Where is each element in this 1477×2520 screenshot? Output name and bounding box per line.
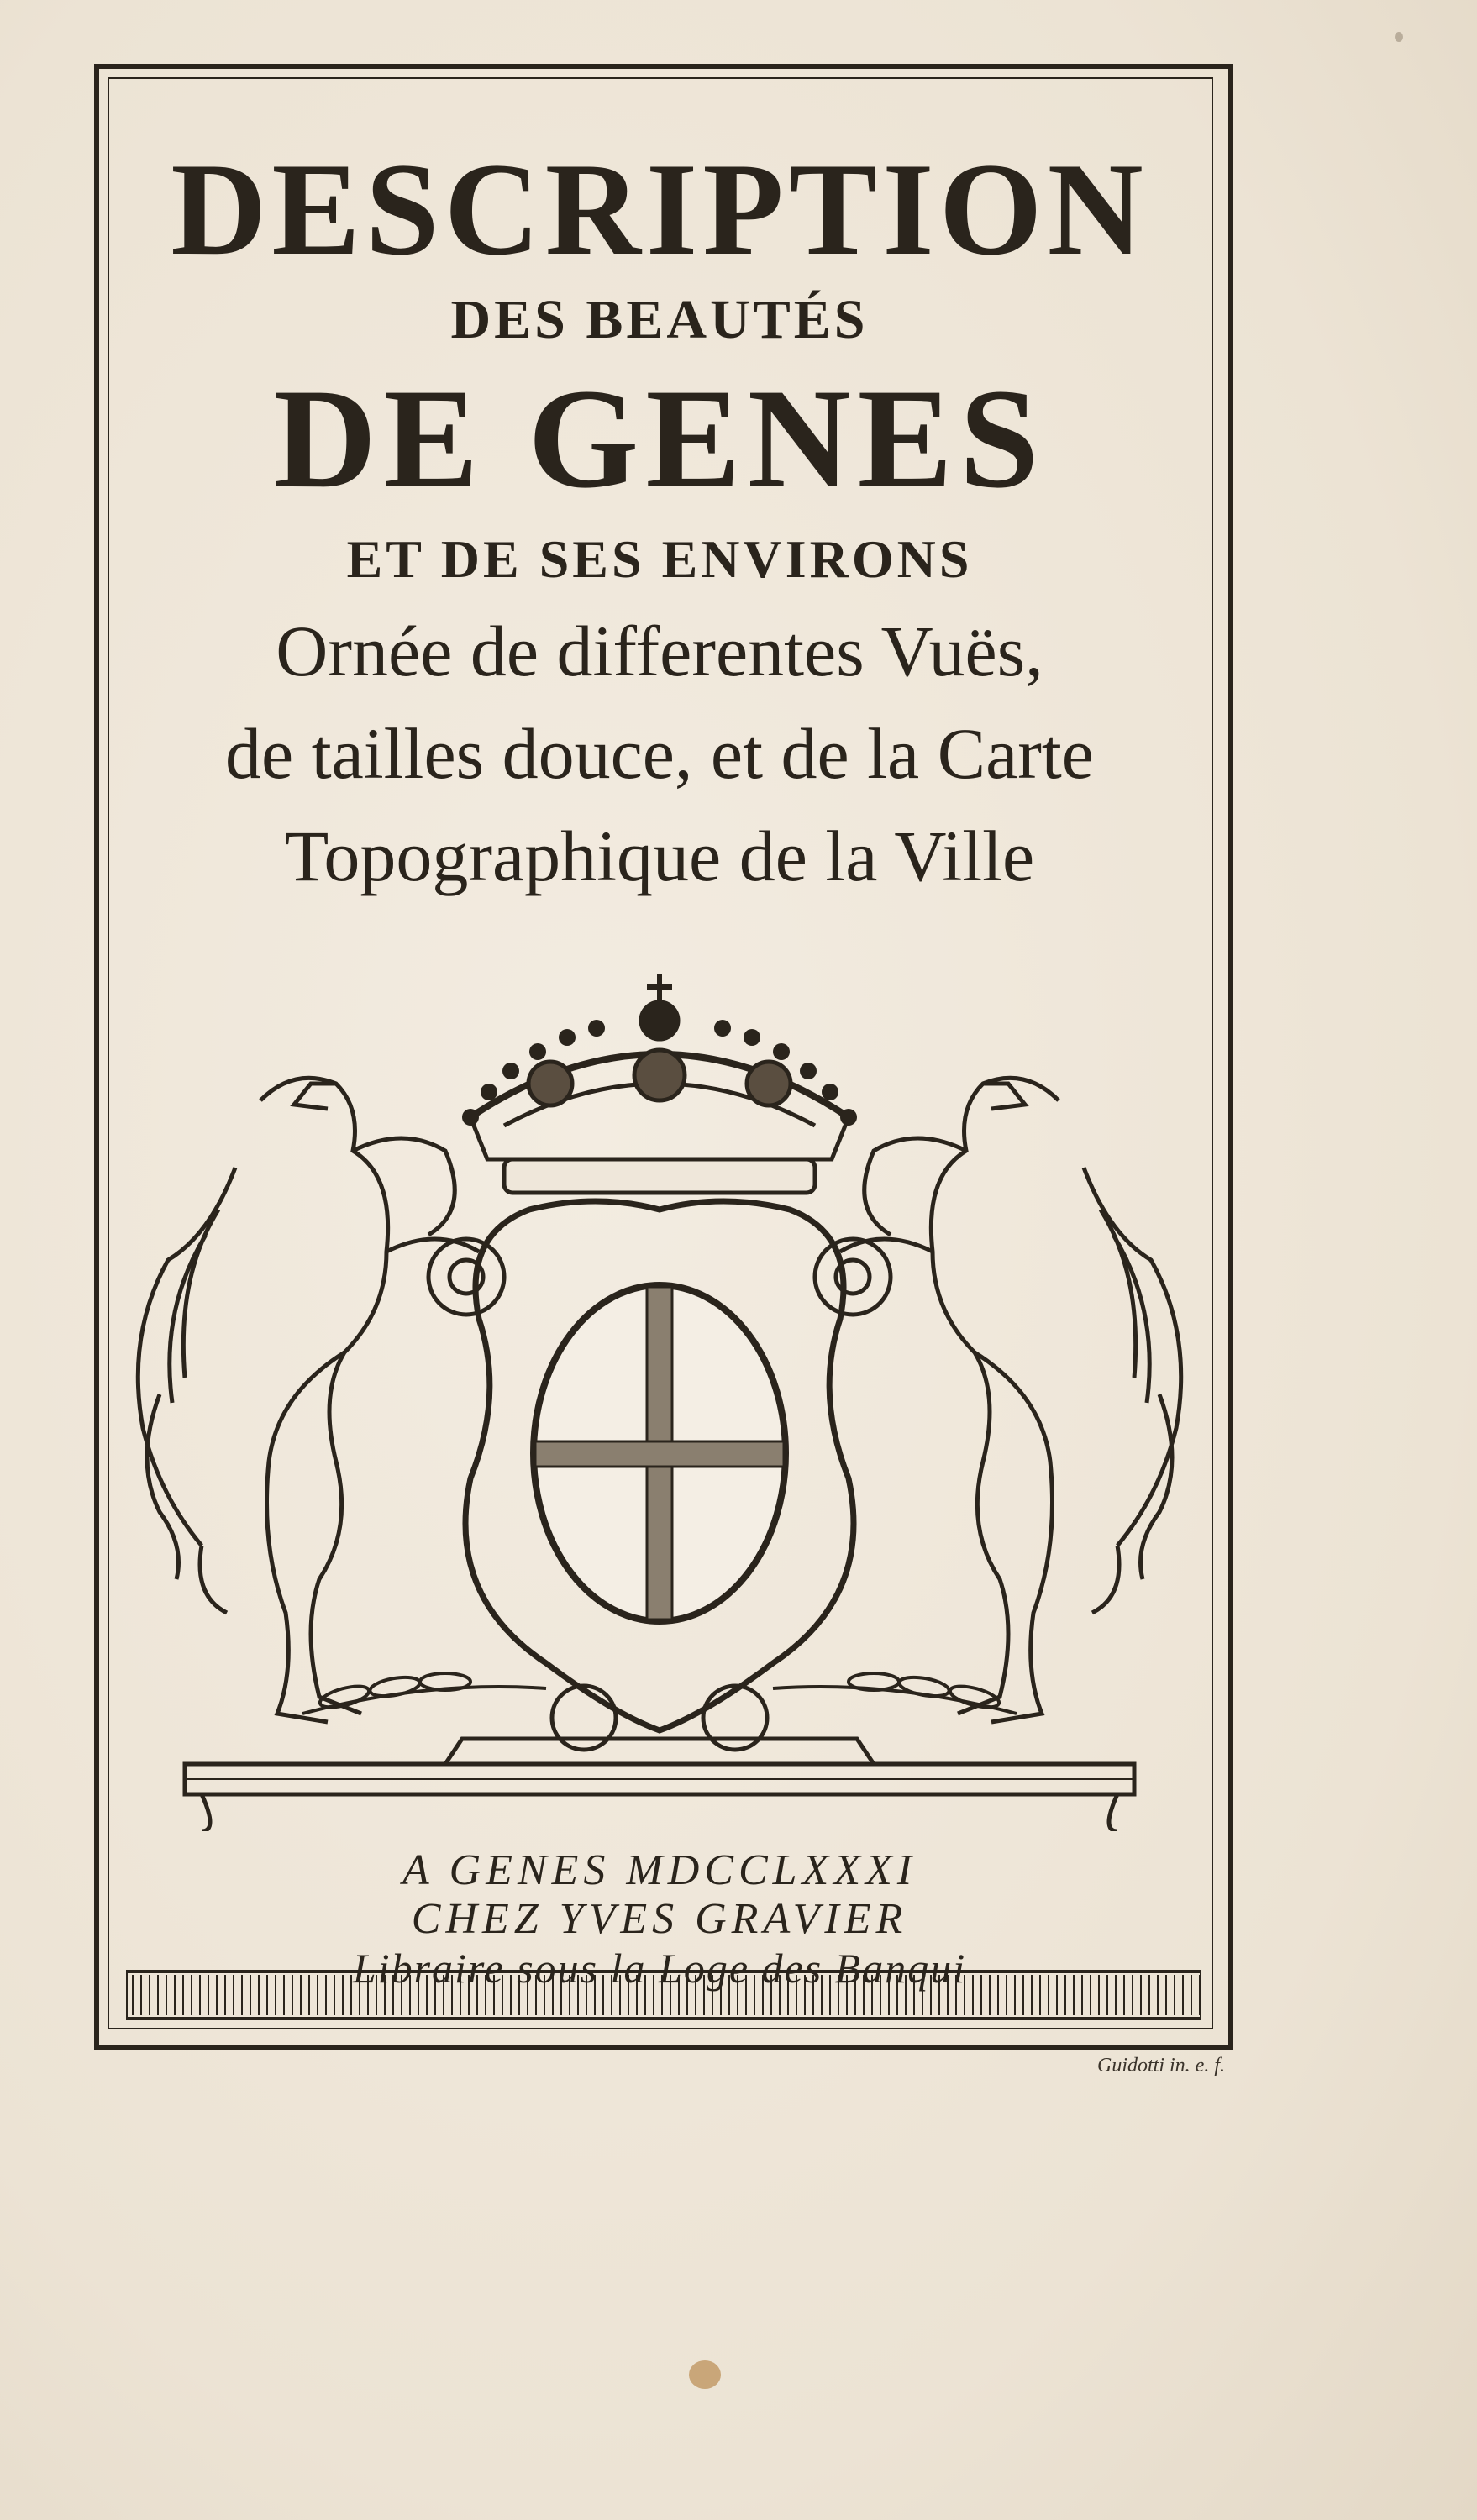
subtitle-line-2: de tailles douce, et de la Carte <box>225 713 1094 794</box>
title-line-4: ET DE SES ENVIRONS <box>346 529 973 589</box>
plinth-base <box>126 1970 1201 2020</box>
subtitle-line-3: Topographique de la Ville <box>284 816 1035 896</box>
left-griffin <box>138 1078 479 1722</box>
imprint-address: Libraire sous la Loge des Banqui <box>352 1945 967 1992</box>
title-block <box>118 136 1201 907</box>
right-griffin <box>840 1078 1181 1722</box>
imprint-publisher: CHEZ YVES GRAVIER <box>411 1895 908 1943</box>
paper-stain <box>1395 32 1403 42</box>
laurel-branches <box>302 1673 1017 1714</box>
crown-icon <box>462 974 857 1193</box>
title-line-1: DESCRIPTION <box>171 136 1148 283</box>
pedestal <box>185 1739 1134 1831</box>
shield-cross-icon <box>534 1285 786 1621</box>
subtitle-line-1: Ornée de differentes Vuës, <box>276 611 1043 691</box>
engraver-signature: Guidotti in. e. f. <box>1097 2055 1225 2076</box>
title-line-2: DES BEAUTÉS <box>450 289 869 350</box>
coat-of-arms-illustration <box>109 958 1210 1831</box>
imprint-place-date: A GENES MDCCLXXXI <box>402 1846 917 1894</box>
title-line-3: DE GENES <box>273 360 1046 517</box>
paper-stain <box>689 2360 721 2389</box>
